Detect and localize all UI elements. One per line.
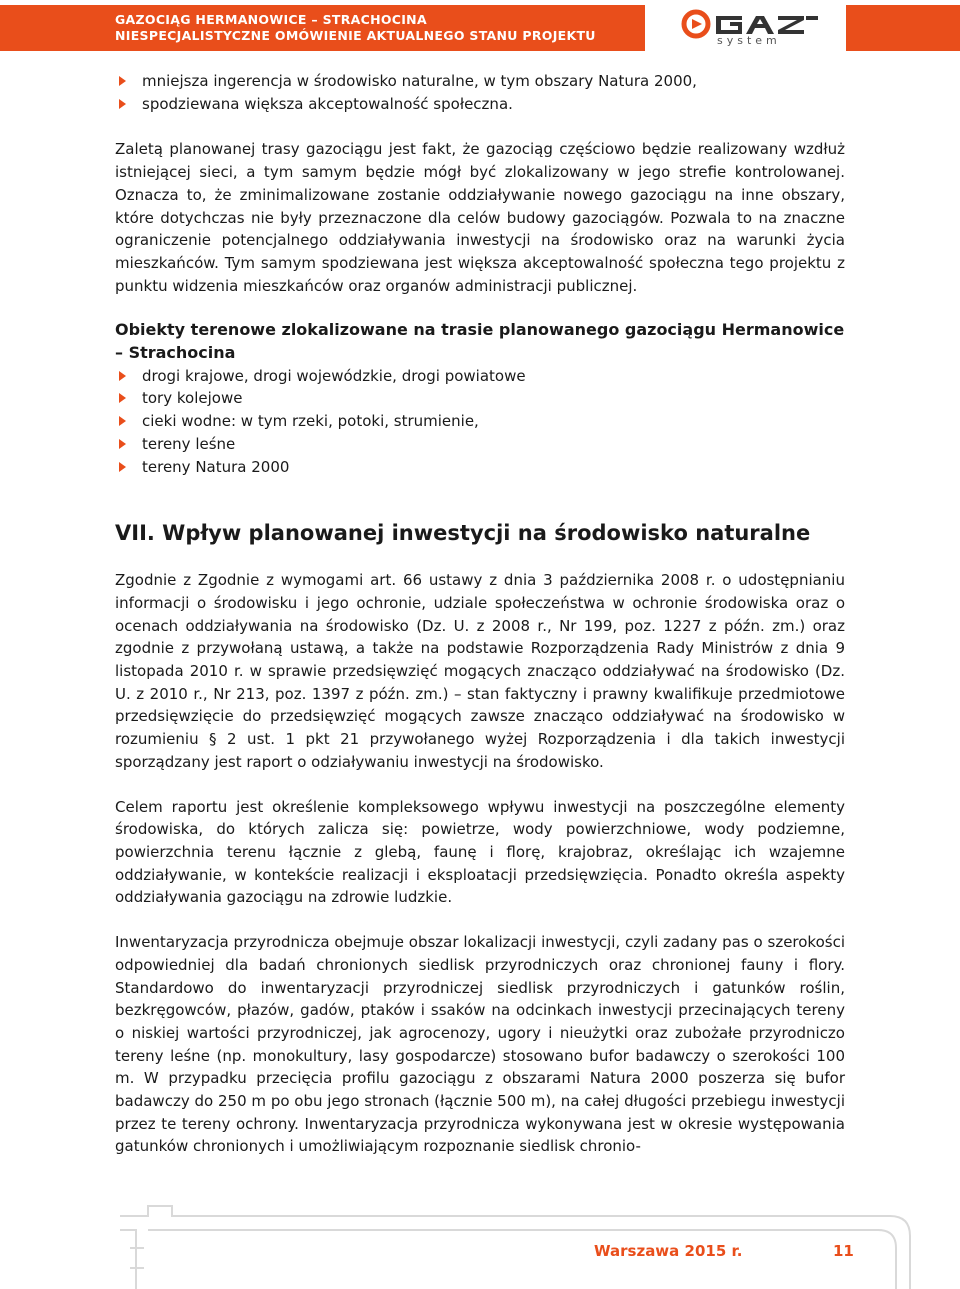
document-title-line2: NIESPECJALISTYCZNE OMÓWIENIE AKTUALNEGO STANU PROJEKTU (115, 28, 596, 43)
logo-wordmark (716, 16, 818, 34)
list-item: mniejsza ingerencja w środowisko naturalne, w tym obszary Natura 2000, (115, 70, 845, 93)
chapter-title: VII. Wpływ planowanej inwestycji na środowisko naturalne (115, 521, 811, 546)
objects-list (115, 365, 845, 479)
page-content (115, 70, 845, 1158)
page-number: 11 (833, 1242, 854, 1260)
section-heading: Obiekty terenowe zlokalizowane na trasie planowanego gazociągu Hermanowice – Strachocina (115, 320, 845, 363)
arrow-bullet-icon (119, 99, 126, 109)
list-item: drogi krajowe, drogi wojewódzkie, drogi powiatowe (115, 365, 845, 388)
list-item: spodziewana większa akceptowalność społeczna. (115, 93, 845, 116)
arrow-bullet-icon (119, 371, 126, 381)
arrow-bullet-icon (119, 462, 126, 472)
pipeline-decoration (120, 1188, 920, 1289)
arrow-bullet-icon (119, 393, 126, 403)
paragraph-report-purpose: Celem raportu jest określenie kompleksowego wpływu inwestycji na poszczególne elementy środowiska, do których zalicza się: powietrze, wody powierzchniowe, wody podziemne, powierzchnia terenu łącznie z glebą, faunę i florę, krajobraz, określając ich wzajemne oddziaływanie, w kontekście realizacji i eksploatacji przedsięwzięcia. Ponadto określa aspekty oddziaływania gazociągu na zdrowie ludzkie. (115, 797, 845, 907)
paragraph-inventory: Inwentaryzacja przyrodnicza obejmuje obszar lokalizacji inwestycji, czyli zadany pas o szerokości odpowiedniej dla badań chronionych siedlisk przyrodniczych oraz chronionej fauny i flory. Standardowo do inwentaryzacji przyrodniczej siedlisk przyrodniczych i gatunków roślin, bezkręgowców, płazów, gadów, ptaków i ssaków na odcinkach inwestycji przecinających tereny o niskiej wartości przyrodniczej, jak agrocenozy, ugory i nieużytki oraz zubożałe przyrodniczo tereny leśne (np. monokultury, lasy gospodarcze) stosowano bufor badawczy o szerokości 100 m. W przypadku przecięcia profilu gazociągu z obszarami Natura 2000 poszerza się bufor badawczy do 250 m po obu jego stronach (łącznie 500 m), na całej długości przebiegu inwestycji przez te tereny ochrony. Inwentaryzacja przyrodnicza wykonywana jest w okresie występowania gatunków chronionych i umożliwiającym rozpoznanie siedlisk chronio- (115, 933, 845, 1156)
header-banner-right (846, 5, 960, 51)
document-title (115, 12, 596, 44)
arrow-bullet-icon (119, 416, 126, 426)
advantages-list (115, 70, 845, 115)
list-item: tereny Natura 2000 (115, 456, 845, 479)
arrow-bullet-icon (119, 76, 126, 86)
logo-subtext: system (717, 34, 781, 47)
arrow-bullet-icon (119, 439, 126, 449)
paragraph-legal-basis: Zgodnie z Zgodnie z wymogami art. 66 ustawy z dnia 3 października 2008 r. o udostępnianiu informacji o środowisku i jego ochronie, udziale społeczeństwa w ochronie środowiska oraz o ocenach oddziaływania na środowisko (Dz. U. z 2008 r., Nr 199, poz. 1227 z późn. zm.) oraz zgodnie z przywołaną ustawą, a także na podstawie Rozporządzenia Rady Ministrów z dnia 9 listopada 2010 r. w sprawie przedsięwzięć mogących znacząco oddziaływać na środowisko (Dz. U. z 2010 r., Nr 213, poz. 1397 z późn. zm.) – stan faktyczny i prawny kwalifikuje przedmiotowe przedsięwzięcie do przedsięwzięć mogących zawsze znacząco oddziaływać na środowisko w rozumieniu § 2 ust. 1 pkt 21 przywołanego wyżej Rozporządzenia i dla takich inwestycji sporządzany jest raport o odziaływaniu inwestycji na środowisko. (115, 571, 845, 771)
list-item: tereny leśne (115, 433, 845, 456)
footer-location-year: Warszawa 2015 r. (594, 1242, 743, 1260)
list-item: cieki wodne: w tym rzeki, potoki, strumienie, (115, 410, 845, 433)
document-title-line1: GAZOCIĄG HERMANOWICE – STRACHOCINA (115, 12, 427, 27)
list-item: tory kolejowe (115, 387, 845, 410)
flame-icon (684, 12, 708, 36)
paragraph-route-advantage: Zaletą planowanej trasy gazociągu jest fakt, że gazociąg częściowo będzie realizowany wzdłuż istniejącej sieci, a tym samym będzie mógł być zlokalizowany w jego strefie kontrolowanej. Oznacza to, że zminimalizowane zostanie oddziaływanie nowego gazociągu na inne obszary, które dotychczas nie były przeznaczone dla celów budowy gazociągów. Pozwala to na znaczne ograniczenie potencjalnego oddziaływania inwestycji na środowisko oraz na warunki życia mieszkańców. Tym samym spodziewana jest większa akceptowalność społeczna tego projektu z punktu widzenia mieszkańców oraz organów administracji publicznej. (115, 140, 845, 295)
